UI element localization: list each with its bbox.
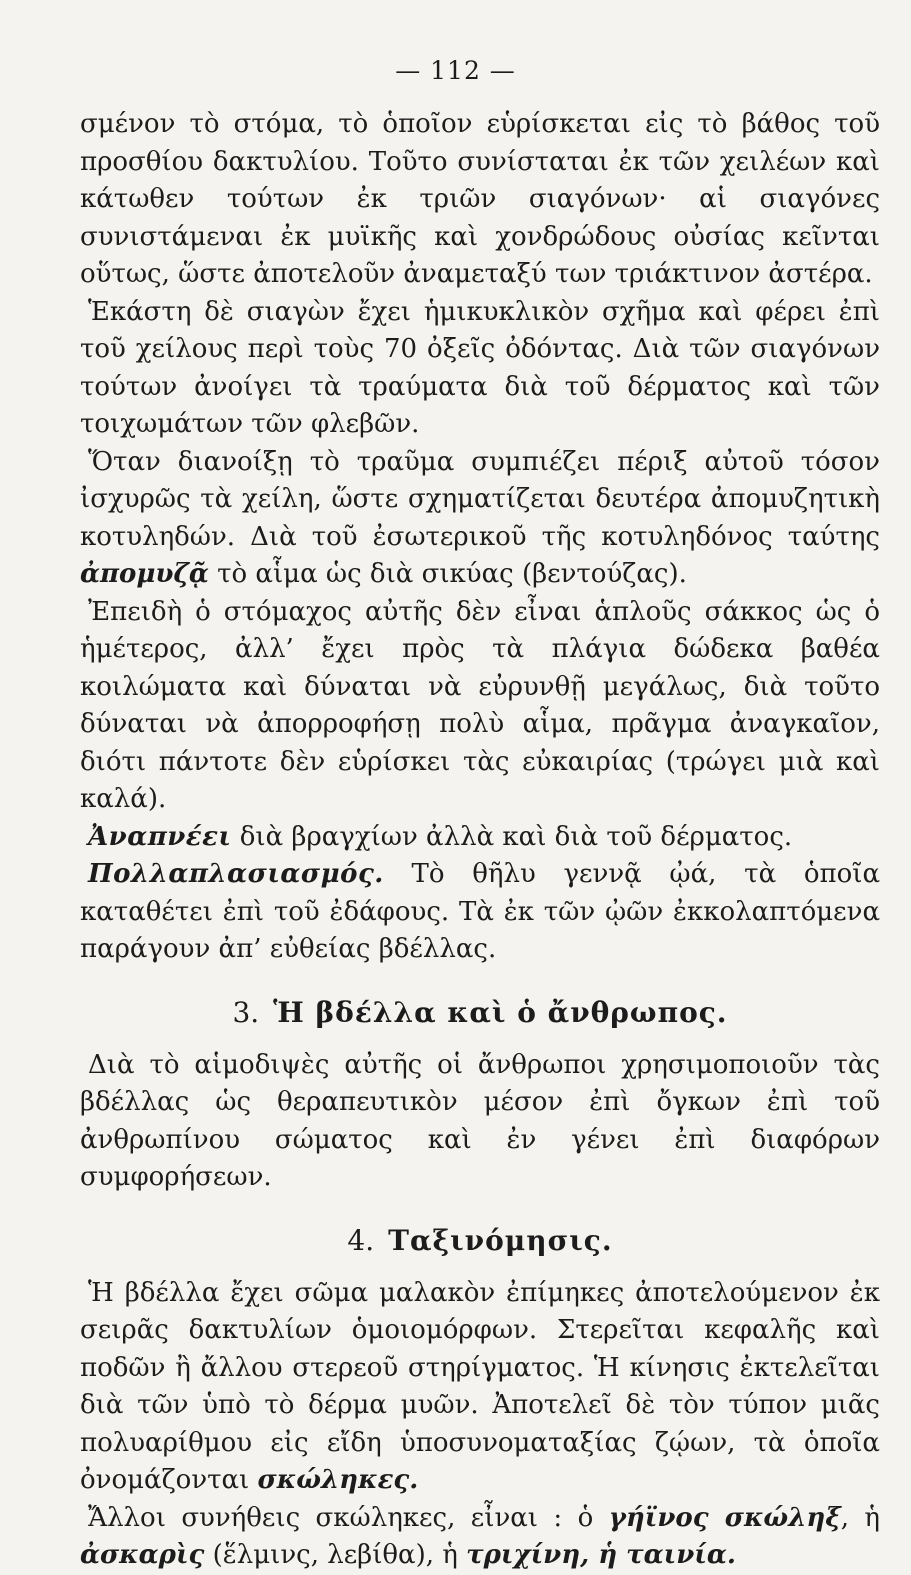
paragraph-reproduction-text: Τὸ θῆλυ γεννᾷ ᾠά, τὰ ὁποῖα καταθέτει ἐπὶ τοῦ ἐδάφους. Τὰ ἐκ τῶν ᾠῶν ἐκκολαπτόμενα παράγουν ἀπ’ εὐθείας βδέλλας. (80, 859, 880, 964)
section-title-3: Ἡ βδέλλα καὶ ὁ ἄνθρωπος. (273, 995, 728, 1029)
paragraph-stomach: Ἐπειδὴ ὁ στόμαχος αὐτῆς δὲν εἶναι ἁπλοῦς σάκκος ὡς ὁ ἡμέτερος, ἀλλ’ ἔχει πρὸς τὰ πλάγια δώδεκα βαθέα κοιλώματα καὶ δύναται νὰ εὐρυνθῇ μεγάλως, διὰ τοῦτο δύναται νὰ ἀπορροφήσῃ πολὺ αἷμα, πρᾶγμα ἀναγκαῖον, διότι πάντοτε δὲν εὑρίσκει τὰς εὐκαιρίας (τρώγει μιὰ καὶ καλά). (80, 596, 880, 814)
other-worms-text-1: Ἄλλοι συνήθεις σκώληκες, εἶναι : ὁ (88, 1502, 609, 1533)
section-heading-4 (80, 1219, 880, 1263)
paragraph-breathing-text: διὰ βραγχίων ἀλλὰ καὶ διὰ τοῦ δέρματος. (231, 821, 793, 852)
paragraph-wound (80, 444, 880, 594)
emphasis-earthworm: γήϊνος σκώληξ (608, 1502, 841, 1533)
paragraph-wound-text-2: τὸ αἷμα ὡς διὰ σικύας (βεντούζας). (208, 559, 687, 589)
lead-reproduction: Πολλαπλασιασμός. (88, 859, 384, 889)
section-heading-3 (80, 991, 880, 1035)
emphasis-trichina-tapeworm: τριχίνη, ἡ ταινία. (466, 1540, 736, 1570)
emphasis-sucks: ἀπομυζᾷ (80, 559, 209, 589)
paragraph-classification-text: Ἡ βδέλλα ἔχει σῶμα μαλακὸν ἐπίμηκες ἀποτελούμενον ἐκ σειρᾶς δακτυλίων ὁμοιομόρφων. Στερεῖται κεφαλῆς καὶ ποδῶν ἢ ἄλλου στερεοῦ στηρίγματος. Ἡ κίνησις ἐκτελεῖται διὰ τῶν ὑπὸ τὸ δέρμα μυῶν. Ἀποτελεῖ δὲ τὸν τύπον μιᾶς πολυαρίθμου εἰς εἴδη ὑποσυνοματαξίας ζῴων, τὰ ὁποῖα ὀνομάζονται (80, 1277, 880, 1495)
paragraph-wound-text-1: Ὅταν διανοίξῃ τὸ τραῦμα συμπιέζει πέριξ αὐτοῦ τόσον ἰσχυρῶς τὰ χείλη, ὥστε σχηματίζεται δευτέρα ἀπομυζητικὴ κοτυληδών. Διὰ τοῦ ἐσωτερικοῦ τῆς κοτυληδόνος ταύτης (80, 446, 880, 552)
paragraph-breathing (80, 819, 880, 857)
other-worms-text-2: , ἡ (840, 1502, 881, 1533)
other-worms-text-3: (ἕλμινς, λεβίθα), ἡ (204, 1540, 467, 1570)
paragraph-classification (80, 1275, 880, 1500)
paragraph-jaws: Ἑκάστη δὲ σιαγὼν ἔχει ἡμικυκλικὸν σχῆμα καὶ φέρει ἐπὶ τοῦ χείλους περὶ τοὺς 70 ὀξεῖς ὀδόντας. Διὰ τῶν σιαγόνων τούτων ἀνοίγει τὰ τραύματα διὰ τοῦ δέρματος καὶ τῶν τοιχωμάτων τῶν φλεβῶν. (80, 296, 880, 439)
emphasis-ascaris: ἀσκαρὶς (80, 1540, 205, 1570)
paragraph-medical-use: Διὰ τὸ αἱμοδιψὲς αὐτῆς οἱ ἄνθρωποι χρησιμοποιοῦν τὰς βδέλλας ὡς θεραπευτικὸν μέσον ἐπὶ ὄγκων ἐπὶ τοῦ ἀνθρωπίνου σώματος καὶ ἐν γένει ἐπὶ διαφόρων συμφορήσεων. (80, 1049, 880, 1192)
section-title-4: Ταξινόμησις. (388, 1223, 613, 1257)
page-number: — 112 — (395, 56, 516, 85)
emphasis-worms: σκώληκες. (257, 1465, 419, 1495)
section-number-4: 4. (347, 1223, 375, 1257)
paragraph-mouth: σμένον τὸ στόμα, τὸ ὁποῖον εὑρίσκεται εἰς τὸ βάθος τοῦ προσθίου δακτυλίου. Τοῦτο συνίσταται ἐκ τῶν χειλέων καὶ κάτωθεν τούτων ἐκ τριῶν σιαγόνων· αἱ σιαγόνες συνιστάμεναι ἐκ μυϊκῆς καὶ χονδρώδους οὐσίας κεῖνται οὕτως, ὥστε ἀποτελοῦν ἀναμεταξύ των τριάκτινον ἀστέρα. (80, 109, 880, 289)
section-number-3: 3. (232, 995, 260, 1029)
lead-breathing: Ἀναπνέει (88, 821, 232, 852)
paragraph-reproduction (80, 856, 880, 969)
paragraph-other-worms (80, 1500, 880, 1575)
page-body (80, 106, 880, 1575)
